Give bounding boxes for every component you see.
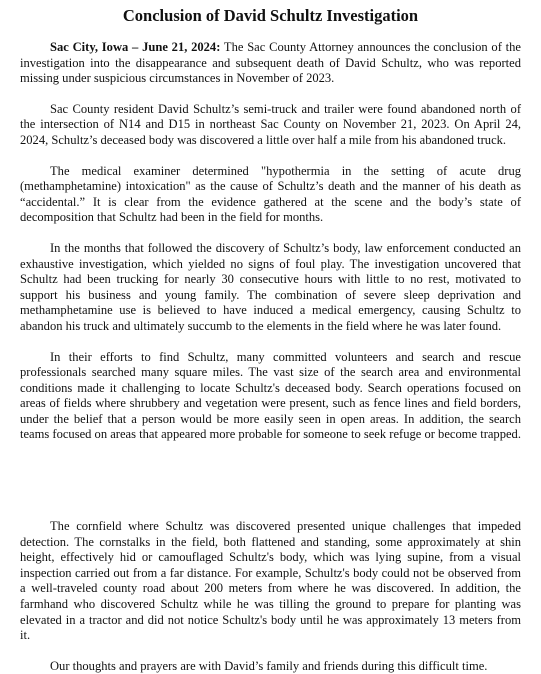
paragraph-intro [20, 40, 521, 87]
paragraph-closing: Our thoughts and prayers are with David’s family and friends during this difficult time. [50, 658, 488, 673]
paragraph-truck-found: Sac County resident David Schultz’s semi-truck and trailer were found abandoned north of the intersection of N14 and D15 in northeast Sac County on November 21, 2023. On April 24, 2024, Schultz’s deceased body was discovered a little over half a mile from his abandoned truck. [20, 101, 521, 147]
dateline: Sac City, Iowa – June 21, 2024: [50, 40, 221, 54]
paragraph-medical-examiner: The medical examiner determined "hypothermia in the setting of acute drug (methamphetamine) intoxication" as the cause of Schultz’s death and the manner of his death as “accidental.” It is clear from the evidence gathered at the scene and the body’s state of decomposition that Schultz had been in the field for months. [20, 163, 521, 225]
paragraph-search-efforts: In their efforts to find Schultz, many committed volunteers and search and rescue professionals searched many square miles. The vast size of the search area and environmental conditions made it challenging to locate Schultz's deceased body. Search operations focused on areas of fields where shrubbery and vegetation were present, such as fence lines and field borders, under the belief that a person would be more easily seen in open areas. In addition, the search teams focused on areas that appeared more probable for someone to seek refuge or become trapped. [20, 349, 521, 442]
paragraph-cornfield: The cornfield where Schultz was discovered presented unique challenges that impeded detection. The cornstalks in the field, both flattened and standing, some approximately at shin height, effectively hid or camouflaged Schultz's body, which was lying supine, from a visual inspection carried out from a far distance. For example, Schultz's body could not be observed from a well-traveled county road about 200 meters from where he was discovered. In addition, the farmhand who discovered Schultz while he was tilling the ground to prepare for planting was elevated in a tractor and did not notice Schultz's body until he was approximately 13 meters from it. [20, 519, 521, 643]
paragraph-intro-text: The Sac County Attorney announces the conclusion of the investigation into the disappearance and subsequent death of David Schultz, who was reported missing under suspicious circumstances in November of 2023. [20, 40, 521, 86]
document-title: Conclusion of David Schultz Investigation [122, 6, 419, 25]
paragraph-investigation: In the months that followed the discovery of Schultz’s body, law enforcement conducted an exhaustive investigation, which yielded no signs of foul play. The investigation uncovered that Schultz had been trucking for nearly 30 consecutive hours with little to no rest, motivated to support his business and young family. The combination of severe sleep deprivation and methamphetamine use is believed to have induced a medical emergency, causing Schultz to abandon his truck and ultimately succumb to the elements in the field where he was later found. [20, 240, 521, 333]
